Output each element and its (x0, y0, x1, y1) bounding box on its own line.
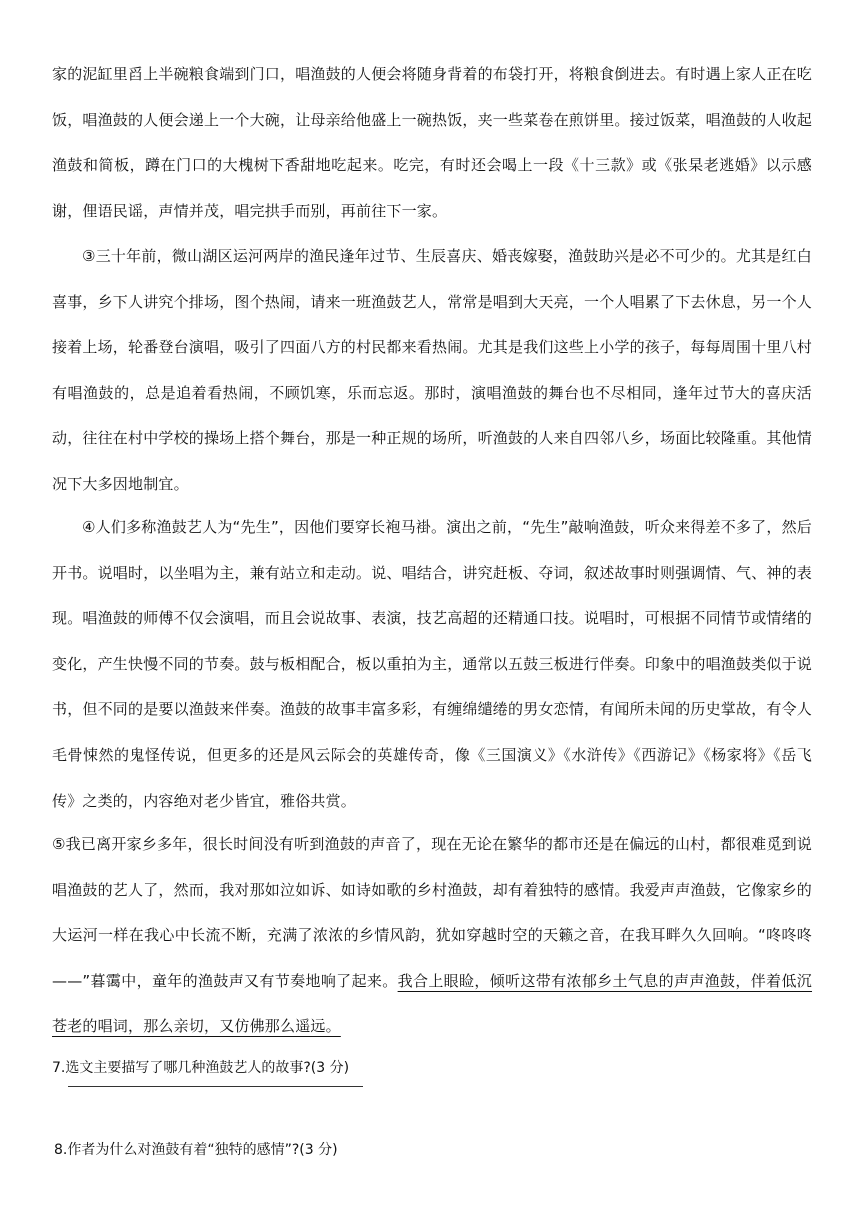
answer-line-question-7[interactable] (68, 1086, 363, 1087)
question-7: 7.选文主要描写了哪几种渔鼓艺人的故事?(3 分) (52, 1060, 350, 1076)
paragraph-5 (52, 822, 812, 1050)
paragraph-5-underlined-text: 我合上眼睑，倾听这带有浓郁乡土气息的声声渔鼓，伴着低沉苍老的唱词，那么亲切，又仿佛那么遥远。 (52, 971, 813, 1036)
paragraph-3: ③三十年前，微山湖区运河两岸的渔民逢年过节、生辰喜庆、婚丧嫁娶，渔鼓助兴是必不可少的。尤其是红白喜事，乡下人讲究个排场，图个热闹，请来一班渔鼓艺人，常常是唱到大天亮，一个人唱累了下去休息，另一个人接着上场，轮番登台演唱，吸引了四面八方的村民都来看热闹。尤其是我们这些上小学的孩子，每每周围十里八村有唱渔鼓的，总是追着看热闹，不顾饥寒，乐而忘返。那时，演唱渔鼓的舞台也不尽相同，逢年过节大的喜庆活动，往往在村中学校的操场上搭个舞台，那是一种正规的场所，听渔鼓的人来自四邻八乡，场面比较隆重。其他情况下大多因地制宜。 (52, 247, 813, 493)
paragraph-2-continuation: 家的泥缸里舀上半碗粮食端到门口，唱渔鼓的人便会将随身背着的布袋打开，将粮食倒进去。有时遇上家人正在吃饭，唱渔鼓的人便会递上一个大碗，让母亲给他盛上一碗热饭，夹一些菜卷在煎饼里。接过饭菜，唱渔鼓的人收起渔鼓和简板，蹲在门口的大槐树下香甜地吃起来。吃完，有时还会喝上一段《十三款》或《张杲老逃婚》以示感谢，俚语民谣，声情并茂，唱完拱手而别，再前往下一家。 (52, 65, 813, 220)
paragraph-4: ④人们多称渔鼓艺人为“先生”，因他们要穿长袍马褂。演出之前，“先生”敲响渔鼓，听众来得差不多了，然后开书。说唱时，以坐唱为主，兼有站立和走动。说、唱结合，讲究赶板、夺词，叙述故事时则强调情、气、神的表现。唱渔鼓的师傅不仅会演唱，而且会说故事、表演，技艺高超的还精通口技。说唱时，可根据不同情节或情绪的变化，产生快慢不同的节奏。鼓与板相配合，板以重拍为主，通常以五鼓三板进行伴奏。印象中的唱渔鼓类似于说书，但不同的是要以渔鼓来伴奏。渔鼓的故事丰富多彩，有缠绵缱绻的男女恋情，有闻所未闻的历史掌故，有令人毛骨悚然的鬼怪传说，但更多的还是风云际会的英雄传奇，像《三国演义》《水浒传》《西游记》《杨家将》《岳飞传》之类的，内容绝对老少皆宜，雅俗共赏。 (52, 518, 813, 810)
paragraph-5-text: ⑤我已离开家乡多年，很长时间没有听到渔鼓的声音了，现在无论在繁华的都市还是在偏远的山村，都很难觅到说唱渔鼓的艺人了，然而，我对那如泣如诉、如诗如歌的乡村渔鼓，却有着独特的感情。我爱声声渔鼓，它像家乡的大运河一样在我心中长流不断，充满了浓浓的乡情风韵，犹如穿越时空的天籁之音，在我耳畔久久回响。“咚咚咚——”暮霭中，童年的渔鼓声又有节奏地响了起来。 (52, 835, 813, 990)
question-8: 8.作者为什么对渔鼓有着“独特的感情”?(3 分) (54, 1142, 338, 1158)
